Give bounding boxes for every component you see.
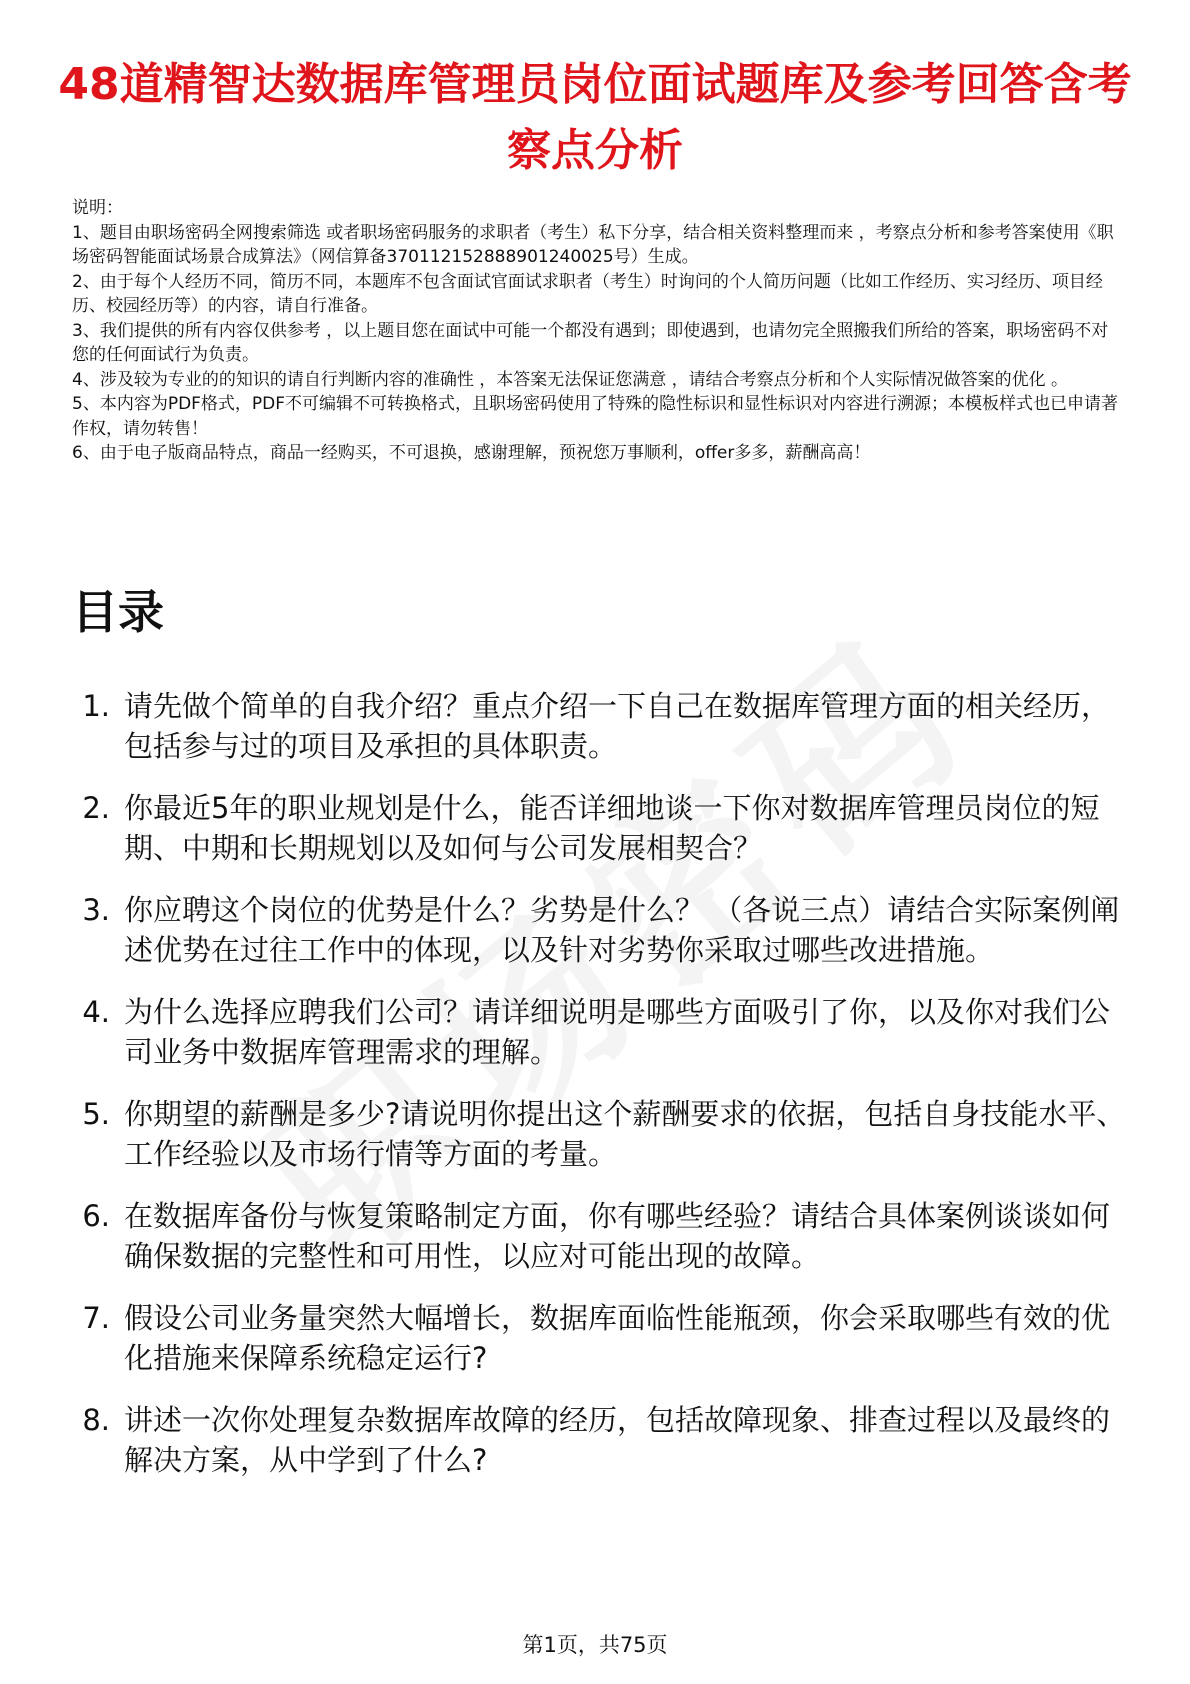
note-item: 2、由于每个人经历不同，简历不同，本题库不包含面试官面试求职者（考生）时询问的个人简历问题（比如工作经历、实习经历、项目经历、校园经历等）的内容，请自行准备。 bbox=[72, 271, 1103, 316]
toc-item[interactable] bbox=[72, 992, 1132, 1072]
toc-list bbox=[72, 686, 1132, 1502]
toc-item-number: 1. bbox=[82, 689, 110, 723]
toc-item-question: 假设公司业务量突然大幅增长，数据库面临性能瓶颈，你会采取哪些有效的优化措施来保障系统稳定运行? bbox=[124, 1301, 1111, 1375]
toc-item-number: 6. bbox=[82, 1199, 110, 1233]
note-item: 4、涉及较为专业的的知识的请自行判断内容的准确性 ，本答案无法保证您满意 ，请结合考察点分析和个人实际情况做答案的优化 。 bbox=[72, 369, 1069, 390]
toc-item[interactable] bbox=[72, 1298, 1132, 1378]
toc-item[interactable] bbox=[72, 1094, 1132, 1174]
toc-item-question: 在数据库备份与恢复策略制定方面，你有哪些经验？请结合具体案例谈谈如何确保数据的完整性和可用性，以应对可能出现的故障。 bbox=[124, 1199, 1111, 1273]
toc-item-number: 7. bbox=[82, 1301, 110, 1335]
toc-item-number: 5. bbox=[82, 1097, 110, 1131]
document-title: 48道精智达数据库管理员岗位面试题库及参考回答含考察点分析 bbox=[58, 59, 1132, 176]
toc-item[interactable] bbox=[72, 1400, 1132, 1480]
toc-item[interactable] bbox=[72, 788, 1132, 868]
note-item: 1、题目由职场密码全网搜索筛选 或者职场密码服务的求职者（考生）私下分享，结合相关资料整理而来 ，考察点分析和参考答案使用《职场密码智能面试场景合成算法》（网信算备370112152888901240025号）生成。 bbox=[72, 222, 1114, 267]
toc-item-question: 你期望的薪酬是多少?请说明你提出这个薪酬要求的依据，包括自身技能水平、工作经验以及市场行情等方面的考量。 bbox=[124, 1097, 1126, 1171]
toc-heading: 目录 bbox=[72, 585, 164, 639]
toc-item-number: 3. bbox=[82, 893, 110, 927]
toc-item[interactable] bbox=[72, 686, 1132, 766]
toc-item-question: 为什么选择应聘我们公司？请详细说明是哪些方面吸引了你，以及你对我们公司业务中数据库管理需求的理解。 bbox=[124, 995, 1111, 1069]
notes-section bbox=[72, 196, 1122, 466]
toc-item-number: 4. bbox=[82, 995, 110, 1029]
note-item: 5、本内容为PDF格式，PDF不可编辑不可转换格式，且职场密码使用了特殊的隐性标识和显性标识对内容进行溯源；本模板样式也已申请著作权，请勿转售！ bbox=[72, 394, 1119, 439]
note-item: 3、我们提供的所有内容仅供参考 ，以上题目您在面试中可能一个都没有遇到；即使遇到，也请勿完全照搬我们所给的答案，职场密码不对您的任何面试行为负责。 bbox=[72, 320, 1109, 365]
toc-item[interactable] bbox=[72, 890, 1132, 970]
toc-item-question: 你最近5年的职业规划是什么，能否详细地谈一下你对数据库管理员岗位的短期、中期和长期规划以及如何与公司发展相契合？ bbox=[124, 791, 1100, 865]
page-number: 第1页，共75页 bbox=[522, 1633, 668, 1657]
notes-heading: 说明： bbox=[72, 198, 123, 218]
toc-item-question: 请先做个简单的自我介绍？重点介绍一下自己在数据库管理方面的相关经历，包括参与过的项目及承担的具体职责。 bbox=[124, 689, 1111, 763]
toc-item[interactable] bbox=[72, 1196, 1132, 1276]
toc-item-question: 讲述一次你处理复杂数据库故障的经历，包括故障现象、排查过程以及最终的解决方案，从中学到了什么? bbox=[124, 1403, 1111, 1477]
toc-item-number: 8. bbox=[82, 1403, 110, 1437]
toc-item-question: 你应聘这个岗位的优势是什么？劣势是什么？ （各说三点）请结合实际案例阐述优势在过往工作中的体现，以及针对劣势你采取过哪些改进措施。 bbox=[124, 893, 1120, 967]
toc-item-number: 2. bbox=[82, 791, 110, 825]
note-item: 6、由于电子版商品特点，商品一经购买，不可退换，感谢理解，预祝您万事顺利，offer多多，薪酬高高！ bbox=[72, 443, 871, 463]
